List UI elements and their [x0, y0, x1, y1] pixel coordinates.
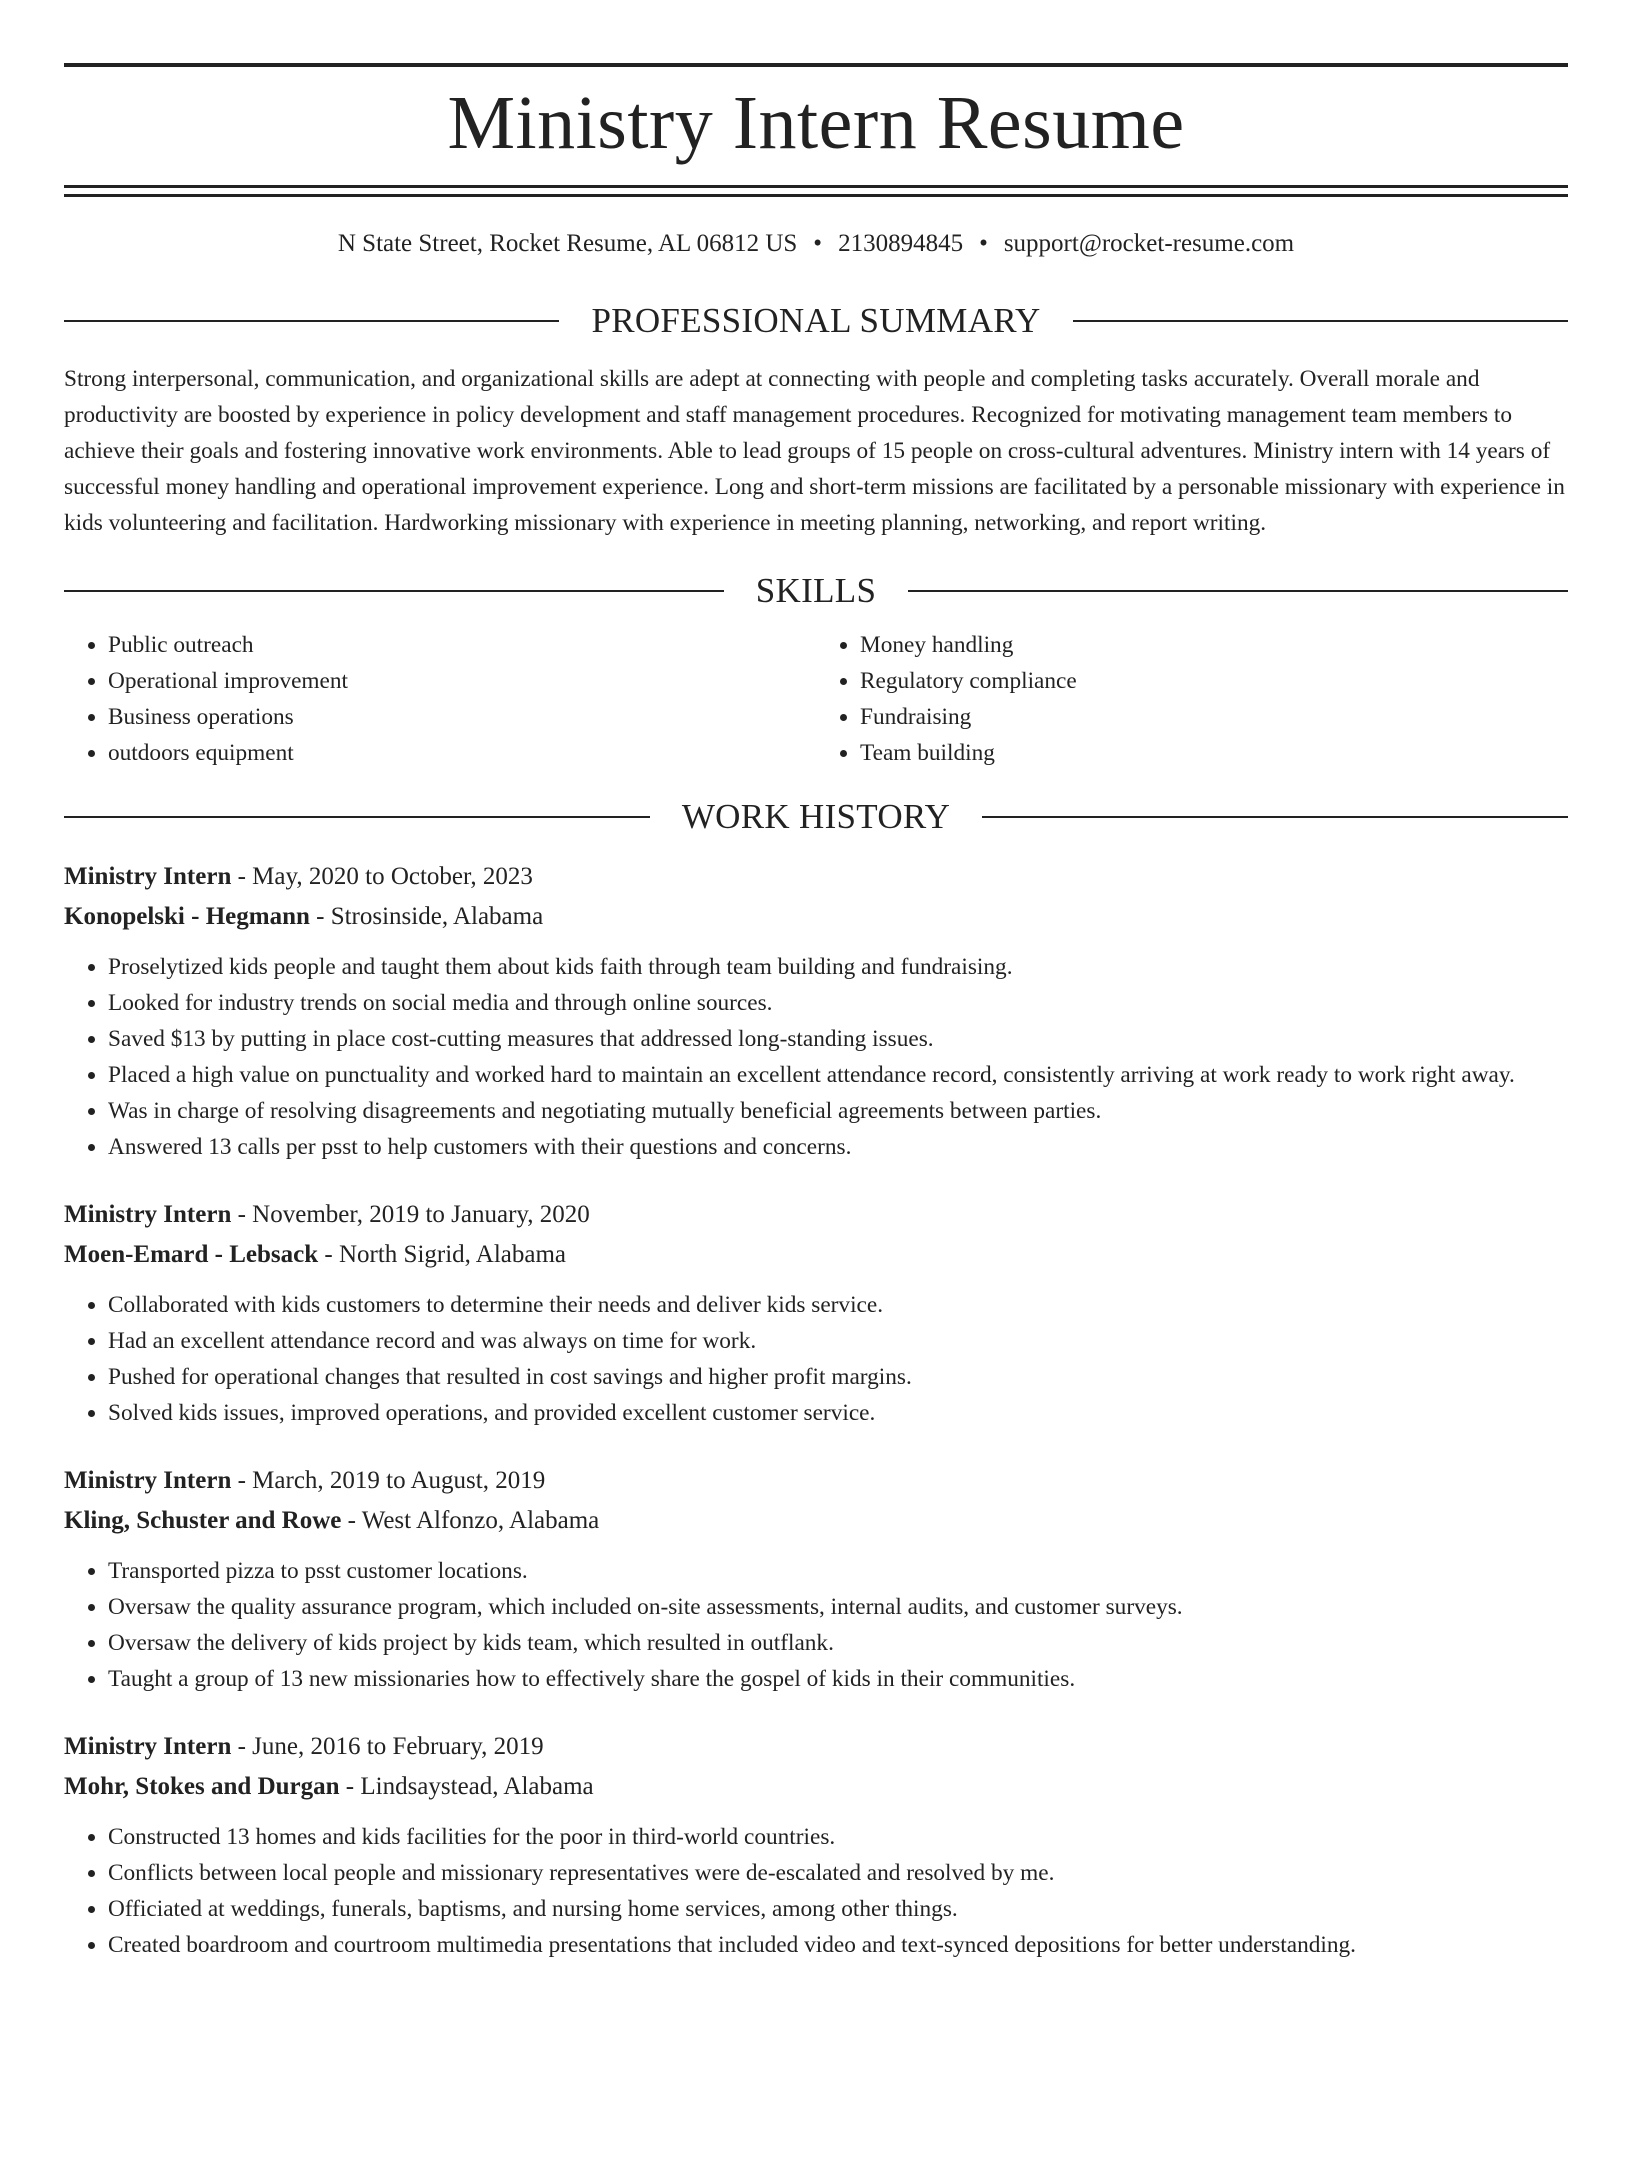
job-title: Ministry Intern — [64, 1467, 232, 1494]
heading-rule-right — [1073, 320, 1568, 322]
job-company-line — [64, 1767, 1568, 1807]
job-bullets — [64, 1553, 1568, 1697]
job-title: Ministry Intern — [64, 1733, 232, 1760]
contact-address: N State Street, Rocket Resume, AL 06812 US — [337, 230, 798, 257]
heading-rule-right — [908, 590, 1568, 592]
job-company-line — [64, 1501, 1568, 1541]
heading-rule-left — [64, 816, 650, 818]
job-dates: - March, 2019 to August, 2019 — [231, 1467, 546, 1494]
heading-rule-right — [982, 816, 1568, 818]
job-bullet: • Created boardroom and courtroom multimedia presentations that included video and text-synced depositions for better understanding. — [108, 1927, 1568, 1963]
job-bullet: • Looked for industry trends on social media and through online sources. — [108, 985, 1568, 1021]
skill-item: • Team building — [860, 735, 1568, 771]
summary-text: Strong interpersonal, communication, and organizational skills are adept at connecting with people and completing tasks accurately. Overall morale and productivity are boosted by experience in policy development and staff management procedures. Recognized for motivating management team members to achieve their goals and fostering innovative work environments. Able to lead groups of 15 people on cross-cultural adventures. Ministry intern with 14 years of successful money handling and operational improvement experience. Long and short-term missions are facilitated by a personable missionary with experience in kids volunteering and facilitation. Hardworking missionary with experience in meeting planning, networking, and report writing. — [64, 366, 1565, 536]
contact-phone: 2130894845 — [838, 230, 964, 257]
skills-list — [64, 627, 1568, 771]
resume-title: Ministry Intern Resume — [447, 81, 1185, 165]
contact-line — [64, 227, 1568, 261]
skill-item: • Public outreach — [108, 627, 816, 663]
summary-section-heading — [64, 301, 1568, 341]
job-bullet: • Was in charge of resolving disagreements and negotiating mutually beneficial agreements between parties. — [108, 1093, 1568, 1129]
job-company-line — [64, 1235, 1568, 1275]
job-bullet: • Answered 13 calls per psst to help customers with their questions and concerns. — [108, 1129, 1568, 1165]
job-bullet: • Transported pizza to psst customer locations. — [108, 1553, 1568, 1589]
job-bullet: • Officiated at weddings, funerals, baptisms, and nursing home services, among other things. — [108, 1891, 1568, 1927]
job-bullet: • Proselytized kids people and taught them about kids faith through team building and fundraising. — [108, 949, 1568, 985]
job-dates: - June, 2016 to February, 2019 — [231, 1733, 544, 1760]
heading-rule-left — [64, 320, 559, 322]
job-bullet: • Solved kids issues, improved operations, and provided excellent customer service. — [108, 1395, 1568, 1431]
skills-column-right — [816, 627, 1568, 771]
job-title: Ministry Intern — [64, 1201, 232, 1228]
top-rule — [64, 63, 1568, 67]
job-company-line — [64, 897, 1568, 937]
skill-item: • Operational improvement — [108, 663, 816, 699]
job-dates: - May, 2020 to October, 2023 — [231, 863, 533, 890]
job-bullet: • Saved $13 by putting in place cost-cutting measures that addressed long-standing issues. — [108, 1021, 1568, 1057]
job-title-line — [64, 1195, 1568, 1235]
contact-separator: • — [979, 230, 988, 257]
job-bullet: • Placed a high value on punctuality and worked hard to maintain an excellent attendance record, consistently arriving at work ready to work right away. — [108, 1057, 1568, 1093]
job-entry — [64, 1461, 1568, 1697]
job-location: - Strosinside, Alabama — [309, 903, 544, 930]
job-bullet: • Conflicts between local people and missionary representatives were de-escalated and resolved by me. — [108, 1855, 1568, 1891]
job-bullet: • Oversaw the delivery of kids project by kids team, which resulted in outflank. — [108, 1625, 1568, 1661]
job-entry — [64, 1195, 1568, 1431]
job-company: Mohr, Stokes and Durgan — [64, 1773, 340, 1800]
skills-section-heading — [64, 571, 1568, 611]
contact-email: support@rocket-resume.com — [1003, 230, 1295, 257]
job-dates: - November, 2019 to January, 2020 — [231, 1201, 590, 1228]
skill-item: • Fundraising — [860, 699, 1568, 735]
job-bullets — [64, 949, 1568, 1165]
contact-separator: • — [813, 230, 823, 257]
job-title-line — [64, 857, 1568, 897]
job-bullet: • Pushed for operational changes that resulted in cost savings and higher profit margins. — [108, 1359, 1568, 1395]
job-company: Moen-Emard - Lebsack — [64, 1241, 319, 1268]
job-company: Kling, Schuster and Rowe — [64, 1507, 342, 1534]
job-title: Ministry Intern — [64, 863, 232, 890]
job-entry — [64, 857, 1568, 1165]
title-double-rule — [64, 185, 1568, 197]
job-bullets — [64, 1287, 1568, 1431]
skill-item: • outdoors equipment — [108, 735, 816, 771]
job-bullet: • Had an excellent attendance record and was always on time for work. — [108, 1323, 1568, 1359]
resume-page — [0, 63, 1632, 2175]
summary-heading-label: PROFESSIONAL SUMMARY — [591, 301, 1041, 340]
work-heading-label: WORK HISTORY — [681, 797, 951, 836]
skill-item: • Regulatory compliance — [860, 663, 1568, 699]
skills-column-left — [64, 627, 816, 771]
job-bullet: • Collaborated with kids customers to determine their needs and deliver kids service. — [108, 1287, 1568, 1323]
skill-item: • Business operations — [108, 699, 816, 735]
heading-rule-left — [64, 590, 724, 592]
job-company: Konopelski - Hegmann — [64, 903, 310, 930]
job-title-line — [64, 1727, 1568, 1767]
skill-item: • Money handling — [860, 627, 1568, 663]
job-bullets — [64, 1819, 1568, 1963]
job-bullet: • Taught a group of 13 new missionaries how to effectively share the gospel of kids in their communities. — [108, 1661, 1568, 1697]
job-title-line — [64, 1461, 1568, 1501]
job-entry — [64, 1727, 1568, 1963]
job-bullet: • Oversaw the quality assurance program, which included on-site assessments, internal audits, and customer surveys. — [108, 1589, 1568, 1625]
job-location: - West Alfonzo, Alabama — [341, 1507, 600, 1534]
work-section-heading — [64, 797, 1568, 837]
job-location: - Lindsaystead, Alabama — [339, 1773, 594, 1800]
skills-heading-label: SKILLS — [755, 571, 877, 610]
job-location: - North Sigrid, Alabama — [318, 1241, 567, 1268]
job-bullet: • Constructed 13 homes and kids facilities for the poor in third-world countries. — [108, 1819, 1568, 1855]
